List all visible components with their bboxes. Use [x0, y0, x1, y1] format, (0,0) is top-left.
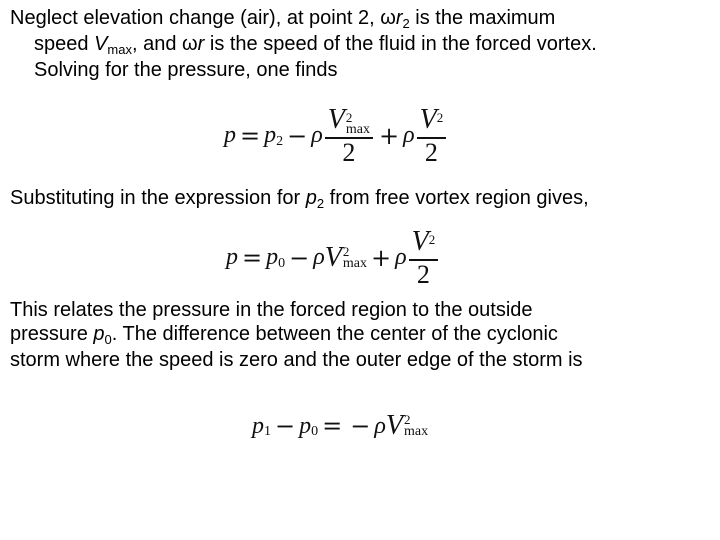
- equation-pressure-difference: p 1 − p 0 = − ρ V 2 max: [252, 410, 429, 441]
- fraction-vmax-squared-over-2: V 2 max 2: [325, 104, 373, 167]
- paragraph-intro-line-3: Solving for the pressure, one finds: [34, 59, 338, 81]
- paragraph-substituting: Substituting in the expression for $p_2$ from free vortex region gives,: [10, 187, 589, 211]
- equation-pressure-outside: p = p 0 − ρ V 2 max + ρ V 2 2: [226, 226, 440, 289]
- paragraph-intro: [10, 6, 710, 82]
- equation-pressure-forced: p = p 2 − ρ V 2 max 2 + ρ V 2 2: [224, 104, 448, 167]
- paragraph-intro-line-2: speed $V_{max}$, and ωr is the speed of the fluid in the forced vortex.: [34, 33, 597, 57]
- paragraph-relates: This relates the pressure in the forced region to the outside pressure $p_0$. The difference between the center of the cyclonic storm where the speed is zero and the outer edge of the storm is: [10, 299, 583, 371]
- fraction-v-squared-over-2: V 2 2: [417, 104, 447, 167]
- fraction-v-squared-over-2: V 2 2: [409, 226, 439, 289]
- paragraph-intro-line-1: Neglect elevation change (air), at point 2, $\omega r_2$ is the maximum: [10, 7, 556, 31]
